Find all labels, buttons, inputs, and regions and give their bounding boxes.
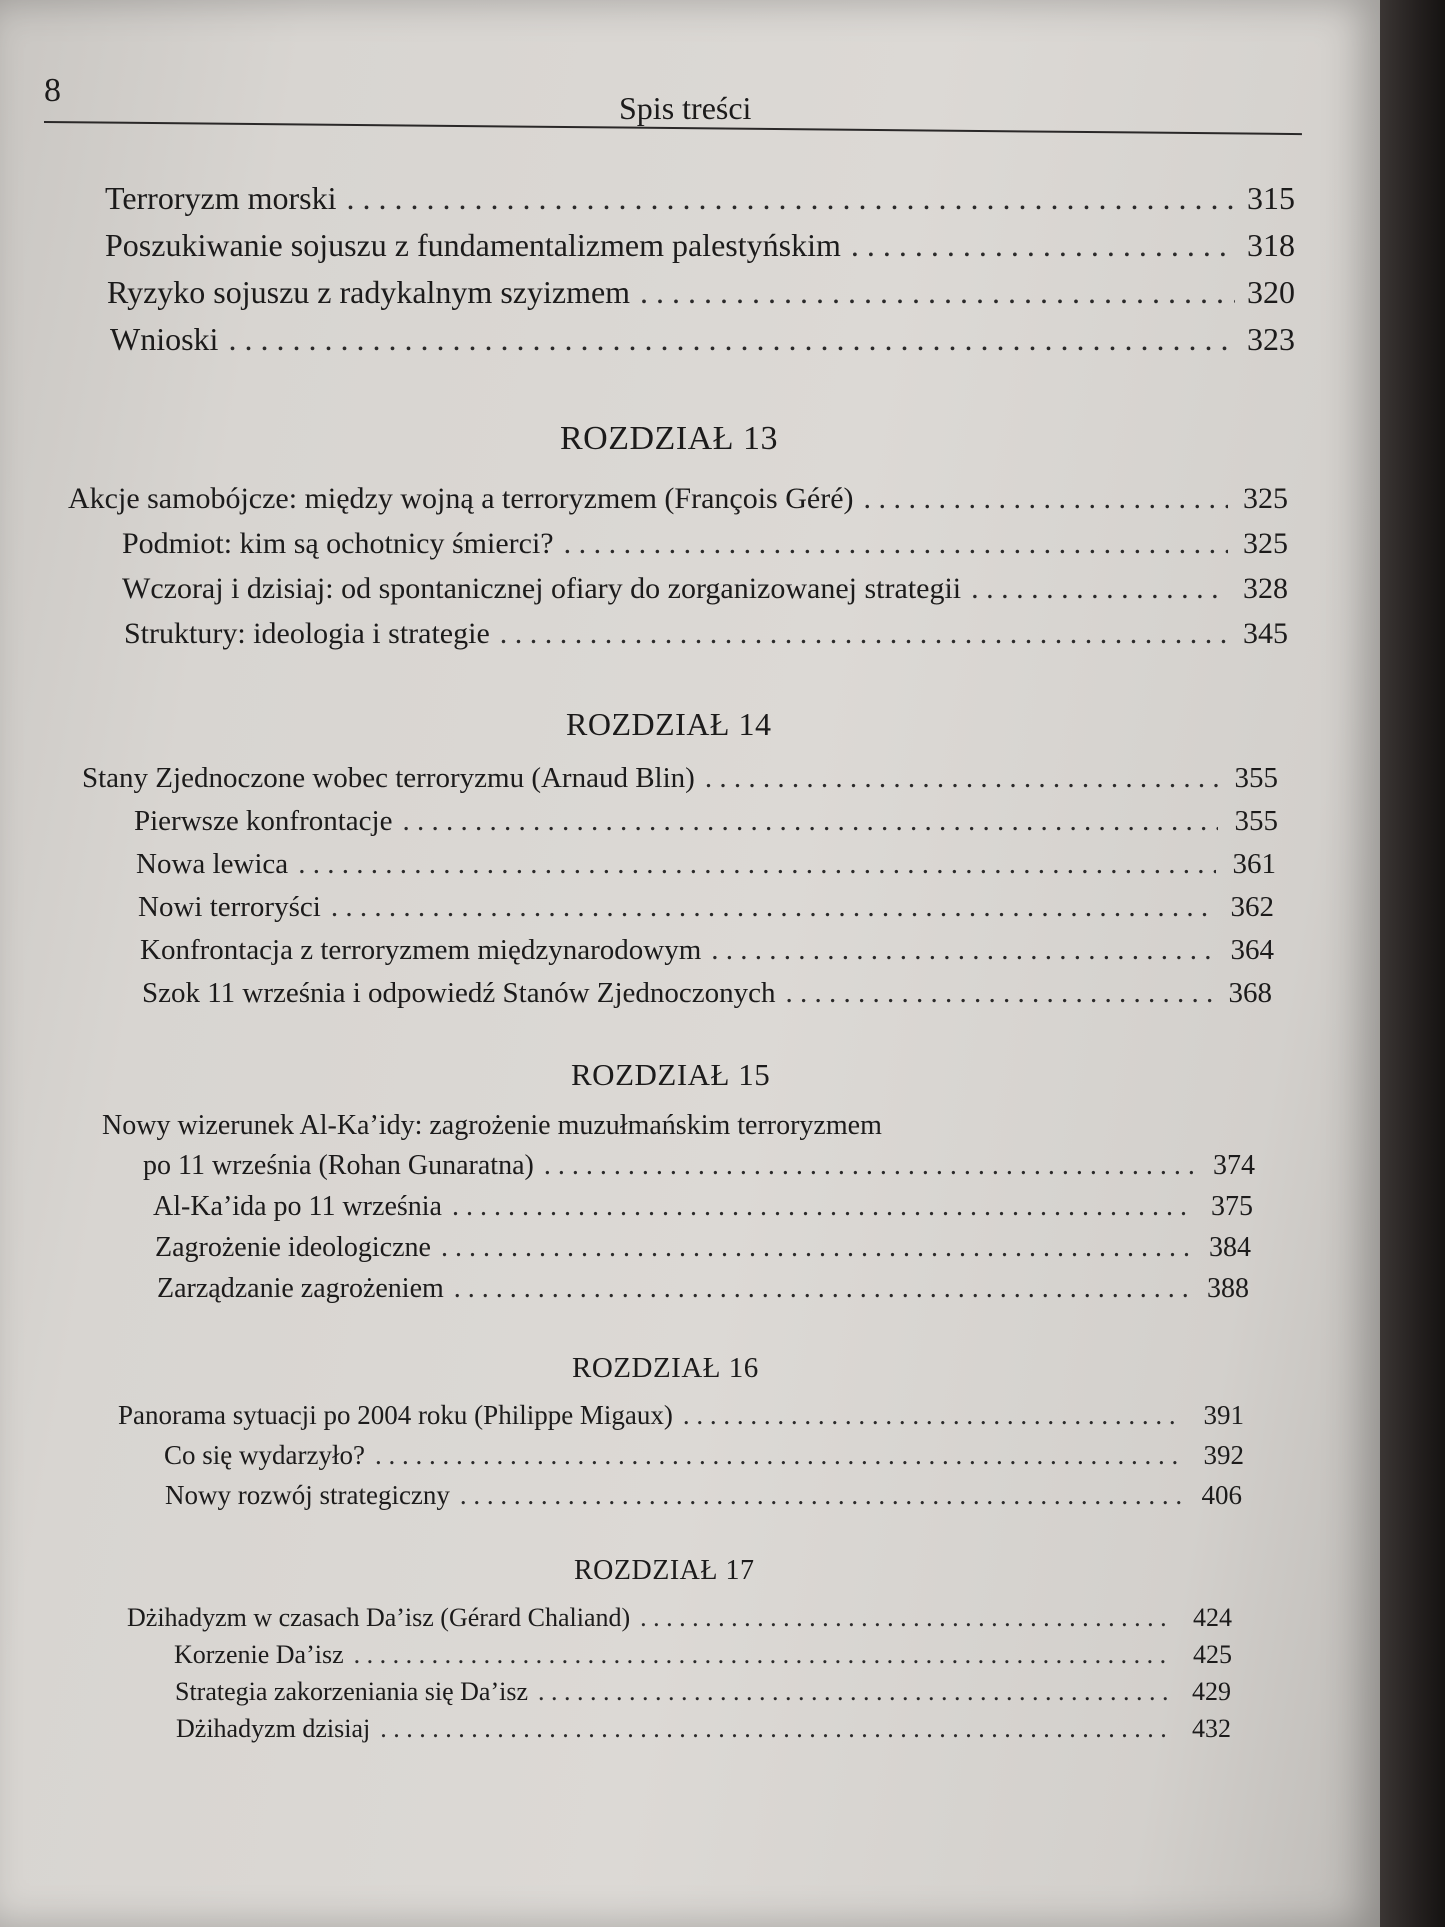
toc-entry-page: 364 — [1230, 934, 1274, 966]
toc-entry-page: 375 — [1211, 1191, 1253, 1222]
toc-entry — [138, 891, 1274, 924]
toc-entry-page: 429 — [1192, 1677, 1231, 1706]
dot-leader — [500, 617, 1228, 651]
toc-entry-page: 315 — [1247, 180, 1295, 216]
chapter-heading: ROZDZIAŁ 16 — [572, 1352, 759, 1384]
toc-entry — [143, 1150, 1255, 1182]
toc-entry-title: Wnioski — [110, 321, 219, 357]
toc-entry — [165, 1480, 1242, 1511]
toc-entry-title: Dżihadyzm w czasach Da’isz (Gérard Chaliand) — [127, 1603, 631, 1632]
toc-entry — [176, 1714, 1231, 1744]
toc-entry — [175, 1677, 1231, 1707]
toc-entry — [127, 1603, 1232, 1633]
dot-leader — [640, 1603, 1172, 1633]
dot-leader — [346, 180, 1235, 217]
chapter-heading: ROZDZIAŁ 13 — [560, 420, 778, 457]
running-title: Spis treści — [619, 90, 752, 126]
dot-leader — [640, 274, 1235, 311]
toc-entry — [122, 527, 1288, 561]
dot-leader — [564, 527, 1228, 561]
toc-entry-page: 384 — [1209, 1232, 1251, 1263]
page-header — [44, 72, 1300, 126]
toc-entry-page: 325 — [1243, 527, 1288, 560]
page-number: 8 — [44, 72, 61, 109]
toc-entry-page: 345 — [1243, 617, 1288, 650]
dot-leader — [786, 977, 1212, 1010]
toc-entry-title: Al-Ka’ida po 11 września — [153, 1191, 442, 1222]
toc-entry-title: Zarządzanie zagrożeniem — [157, 1273, 444, 1304]
toc-entry-page: 323 — [1247, 321, 1295, 357]
toc-entry-page: 388 — [1207, 1273, 1249, 1304]
toc-entry-title: po 11 września (Rohan Gunaratna) — [143, 1150, 534, 1181]
toc-entry-title: Poszukiwanie sojuszu z fundamentalizmem palestyńskim — [105, 227, 841, 263]
dot-leader — [711, 934, 1214, 967]
toc-entry-title: Korzenie Da’isz — [174, 1640, 344, 1669]
toc-entry-page: 424 — [1193, 1603, 1232, 1632]
page-edge-shadow — [1380, 0, 1445, 1927]
toc-entry-title: Konfrontacja z terroryzmem międzynarodowym — [140, 934, 702, 966]
toc-entry-page: 374 — [1213, 1150, 1255, 1181]
dot-leader — [441, 1232, 1191, 1264]
dot-leader — [971, 572, 1228, 606]
dot-leader — [375, 1440, 1184, 1471]
toc-entry-page: 318 — [1247, 227, 1295, 263]
toc-entry-title: Strategia zakorzeniania się Da’isz — [175, 1677, 528, 1706]
toc-entry — [136, 848, 1276, 881]
toc-entry — [142, 977, 1272, 1010]
toc-entry-page: 328 — [1243, 572, 1288, 605]
toc-entry-title: Stany Zjednoczone wobec terroryzmu (Arnaud Blin) — [82, 762, 695, 794]
dot-leader — [354, 1640, 1172, 1670]
toc-entry-page: 406 — [1201, 1480, 1242, 1510]
toc-entry — [164, 1440, 1244, 1471]
toc-entry-page: 325 — [1243, 482, 1288, 515]
dot-leader — [331, 891, 1214, 924]
dot-leader — [452, 1191, 1193, 1223]
dot-leader — [705, 762, 1218, 795]
toc-entry — [105, 180, 1295, 217]
dot-leader — [544, 1150, 1195, 1182]
toc-entry — [157, 1273, 1249, 1305]
toc-entry-page: 392 — [1203, 1440, 1244, 1470]
dot-leader — [864, 482, 1228, 516]
toc-entry-page: 355 — [1234, 805, 1278, 837]
dot-leader — [683, 1400, 1184, 1431]
toc-entry — [107, 274, 1295, 311]
toc-entry-title: Panorama sytuacji po 2004 roku (Philippe Migaux) — [118, 1400, 673, 1430]
dot-leader — [402, 805, 1218, 838]
toc-entry-page: 320 — [1247, 274, 1295, 310]
dot-leader — [538, 1677, 1171, 1707]
toc-entry — [82, 762, 1278, 795]
dot-leader — [380, 1714, 1171, 1744]
toc-entry-title: Ryzyko sojuszu z radykalnym szyizmem — [107, 274, 631, 310]
toc-entry-title-line: Nowy wizerunek Al-Ka’idy: zagrożenie muzułmańskim terroryzmem — [102, 1110, 882, 1141]
chapter-heading: ROZDZIAŁ 14 — [566, 706, 772, 742]
toc-entry — [118, 1400, 1244, 1431]
toc-entry-page: 425 — [1193, 1640, 1232, 1669]
toc-entry-page: 362 — [1230, 891, 1274, 923]
dot-leader — [460, 1480, 1182, 1511]
toc-entry — [155, 1232, 1251, 1264]
toc-entry-title: Akcje samobójcze: między wojną a terroryzmem (François Géré) — [68, 482, 854, 515]
toc-entry — [174, 1640, 1232, 1670]
toc-entry-title: Dżihadyzm dzisiaj — [176, 1714, 371, 1743]
toc-entry-title: Podmiot: kim są ochotnicy śmierci? — [122, 527, 554, 560]
toc-entry — [105, 227, 1295, 264]
toc-entry-page: 432 — [1192, 1714, 1231, 1743]
toc-entry-page: 391 — [1203, 1400, 1244, 1430]
toc-entry-page: 355 — [1234, 762, 1278, 794]
toc-entry-title: Pierwsze konfrontacje — [134, 805, 393, 837]
toc-entry — [68, 482, 1288, 516]
dot-leader — [454, 1273, 1189, 1305]
toc-entry-title: Wczoraj i dzisiaj: od spontanicznej ofiary do zorganizowanej strategii — [122, 572, 962, 605]
toc-entry — [153, 1191, 1253, 1223]
toc-entry-title: Co się wydarzyło? — [164, 1440, 365, 1470]
toc-entry-title: Terroryzm morski — [105, 180, 337, 216]
toc-entry-title: Nowa lewica — [136, 848, 289, 880]
toc-entry-title: Nowy rozwój strategiczny — [165, 1480, 450, 1510]
toc-entry-title: Szok 11 września i odpowiedź Stanów Zjednoczonych — [142, 977, 776, 1009]
chapter-heading: ROZDZIAŁ 17 — [574, 1555, 755, 1586]
toc-entry-title: Zagrożenie ideologiczne — [155, 1232, 431, 1263]
toc-entry-page: 361 — [1232, 848, 1276, 880]
chapter-heading: ROZDZIAŁ 15 — [571, 1057, 771, 1092]
toc-entry — [124, 617, 1288, 651]
dot-leader — [298, 848, 1216, 881]
toc-entry — [122, 572, 1288, 606]
toc-entry-page: 368 — [1228, 977, 1272, 1009]
toc-entry — [134, 805, 1278, 838]
toc-entry-title: Struktury: ideologia i strategie — [124, 617, 490, 650]
toc-entry-title: Nowi terroryści — [138, 891, 321, 923]
toc-entry — [110, 321, 1295, 358]
dot-leader — [228, 321, 1235, 358]
dot-leader — [851, 227, 1235, 264]
toc-entry — [140, 934, 1274, 967]
